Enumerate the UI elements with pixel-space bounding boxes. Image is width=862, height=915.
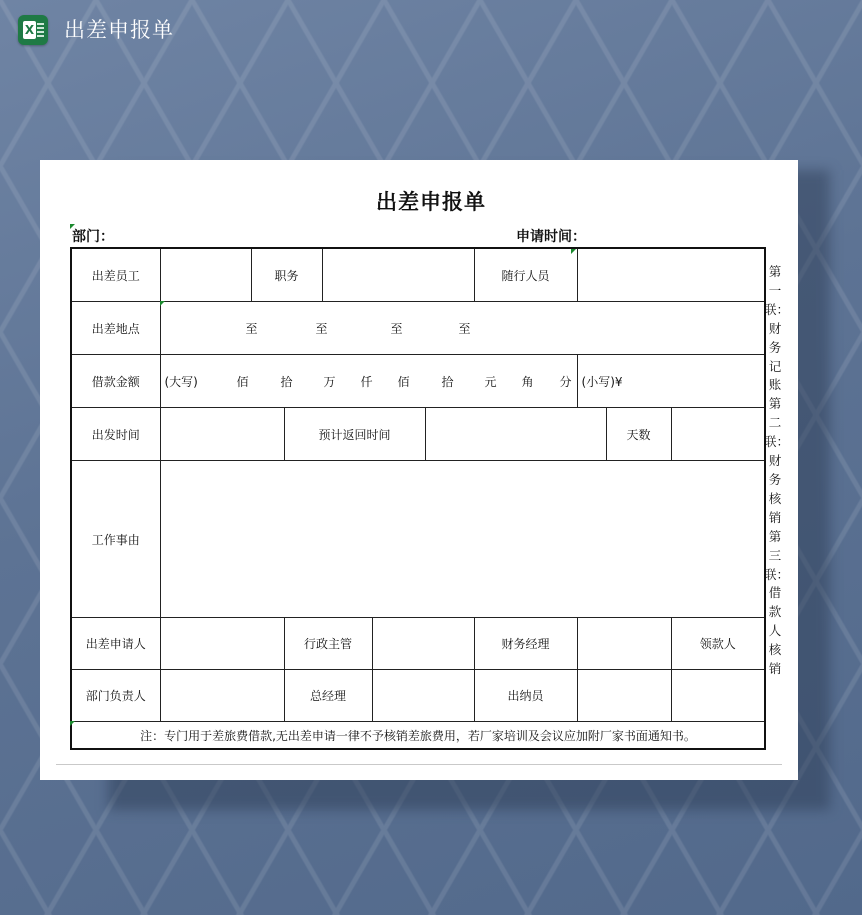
depart-time-label: 出发时间: [71, 408, 160, 461]
loan-amount-label: 借款金额: [71, 355, 160, 408]
unit-text: 角: [521, 374, 534, 389]
reason-label: 工作事由: [71, 461, 160, 618]
small-amount-label: (小写)¥: [581, 374, 623, 389]
cell-marker: [571, 249, 576, 254]
dept-head-cell[interactable]: [160, 670, 284, 722]
days-label: 天数: [606, 408, 671, 461]
position-cell[interactable]: [322, 248, 474, 302]
page-divider: [56, 764, 782, 765]
recipient-label: 领款人: [671, 618, 765, 670]
unit-text: 分: [559, 374, 572, 389]
cell-marker: [70, 721, 75, 726]
unit-text: 拾: [280, 374, 293, 389]
depart-time-cell[interactable]: [160, 408, 284, 461]
companions-label: 随行人员: [474, 248, 577, 302]
position-label: 职务: [251, 248, 322, 302]
destination-cell[interactable]: [160, 302, 765, 355]
reason-cell[interactable]: [160, 461, 765, 618]
unit-text: 万: [323, 374, 336, 389]
note-text: 注：专门用于差旅费借款,无出差申请一律不予核销差旅费用，若厂家培训及会议应加附厂家书面通知书。: [71, 722, 765, 750]
cell-marker: [160, 301, 165, 306]
to-text: 至: [245, 321, 258, 336]
cashier-label: 出纳员: [474, 670, 577, 722]
capital-label: (大写): [164, 374, 198, 389]
unit-text: 元: [484, 374, 497, 389]
admin-supervisor-cell[interactable]: [372, 618, 474, 670]
unit-text: 佰: [236, 374, 249, 389]
unit-text: 佰: [397, 374, 410, 389]
finance-manager-label: 财务经理: [474, 618, 577, 670]
recipient-cell[interactable]: [671, 670, 765, 722]
document-title: 出差申报单: [376, 189, 486, 214]
travel-request-form: [70, 247, 766, 750]
traveler-cell[interactable]: [160, 248, 251, 302]
to-text: 至: [315, 321, 328, 336]
department-label: 部门：: [72, 229, 114, 245]
app-header: [0, 0, 862, 60]
return-time-label: 预计返回时间: [284, 408, 425, 461]
applicant-label: 出差申请人: [71, 618, 160, 670]
admin-supervisor-label: 行政主管: [284, 618, 372, 670]
general-manager-cell[interactable]: [372, 670, 474, 722]
applicant-cell[interactable]: [160, 618, 284, 670]
unit-text: 拾: [441, 374, 454, 389]
cashier-cell[interactable]: [577, 670, 671, 722]
destination-label: 出差地点: [71, 302, 160, 355]
return-time-cell[interactable]: [425, 408, 606, 461]
days-cell[interactable]: [671, 408, 765, 461]
finance-manager-cell[interactable]: [577, 618, 671, 670]
copy-distribution-note: 第一联：财务记账第二联：财务核销第三联：借款人核销: [764, 264, 790, 677]
small-amount-cell[interactable]: [577, 355, 765, 408]
to-text: 至: [458, 321, 471, 336]
dept-head-label: 部门负责人: [71, 670, 160, 722]
app-title: 出差申报单: [64, 18, 174, 42]
unit-text: 仟: [360, 374, 373, 389]
to-text: 至: [390, 321, 403, 336]
general-manager-label: 总经理: [284, 670, 372, 722]
traveler-label: 出差员工: [71, 248, 160, 302]
companions-cell[interactable]: [577, 248, 765, 302]
apply-time-label: 申请时间：: [516, 229, 586, 245]
excel-icon: X: [18, 15, 48, 45]
capital-amount-cell[interactable]: [160, 355, 577, 408]
